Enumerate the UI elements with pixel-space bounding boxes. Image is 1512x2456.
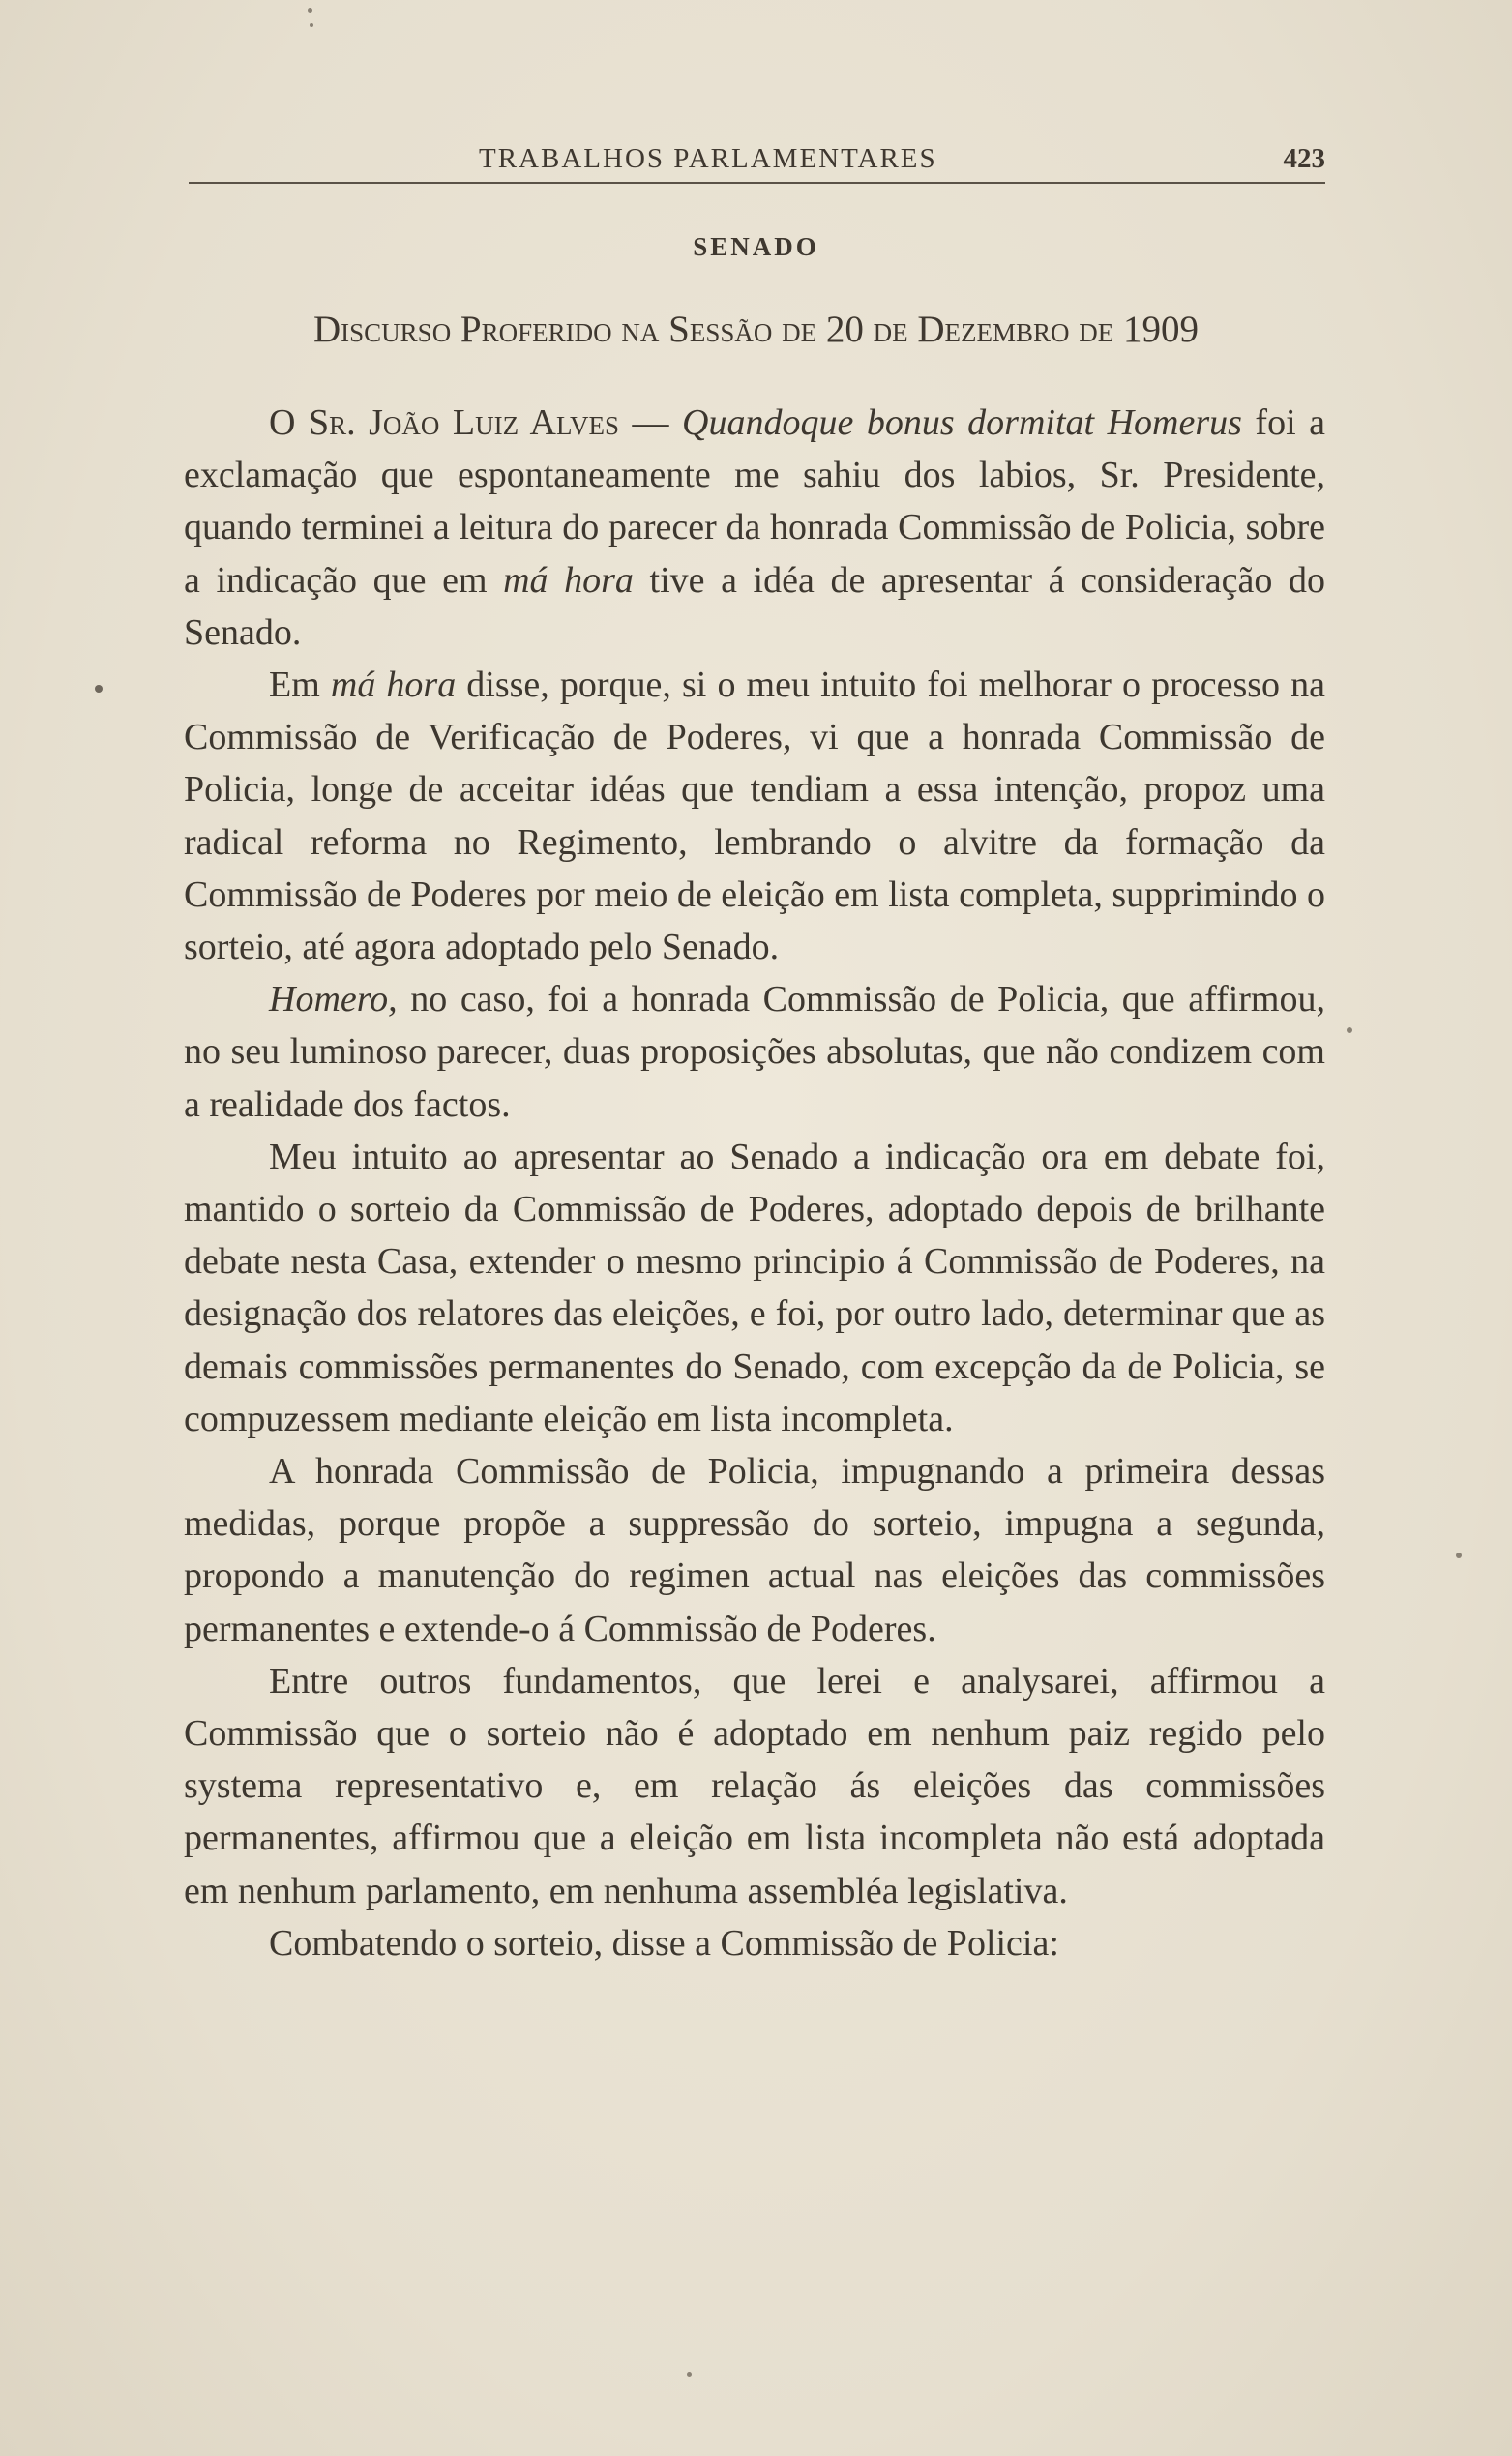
running-title: TRABALHOS PARLAMENTARES bbox=[479, 143, 937, 174]
paper-speck bbox=[1456, 1553, 1462, 1558]
dash: — bbox=[619, 402, 683, 443]
italic-phrase: má hora bbox=[503, 559, 634, 601]
paragraph-text: Em bbox=[269, 665, 331, 706]
paragraph-1 bbox=[184, 397, 1325, 659]
latin-quote: Quandoque bonus dormitat Homerus bbox=[682, 402, 1242, 443]
speech-title: Discurso Proferido na Sessão de 20 de Dezembro de 1909 bbox=[312, 309, 1199, 350]
paragraph-4: Meu intuito ao apresentar ao Senado a indicação ora em debate foi, mantido o sorteio da Commissão de Poderes, adoptado depois de brilhante debate nesta Casa, extender o mesmo principio á Commissão de Poderes, na designação dos relatores das eleições, e foi, por outro lado, determinar que as demais commissões permanentes do Senado, com excepção da de Policia, se compuzessem mediante eleição em lista incompleta. bbox=[184, 1136, 1325, 1439]
speaker-name: O Sr. João Luiz Alves bbox=[269, 402, 619, 443]
italic-phrase: Homero, bbox=[269, 979, 398, 1021]
paragraph-3 bbox=[184, 973, 1325, 1131]
paper-speck bbox=[308, 8, 312, 13]
paper-speck bbox=[95, 685, 103, 693]
paragraph-text: disse, porque, si o meu intuito foi melhorar o processo na Commissão de Verificação de Poderes, vi que a honrada Commissão de Policia, longe de acceitar idéas que tendiam a essa intenção, propoz uma radical reforma no Regimento, lembrando o alvitre da formação da Commissão de Poderes por meio de eleição em lista completa, supprimindo o sorteio, até agora adoptado pelo Senado. bbox=[184, 665, 1325, 968]
paragraph-text: foi a exclamação que espontaneamente me sahiu dos labios, Sr. Presidente, quando terminei a leitura do parecer da honrada Commissão de Policia, sobre a indicação que em bbox=[184, 402, 1326, 601]
paragraph-5: A honrada Commissão de Policia, impugnando a primeira dessas medidas, porque propõe a suppressão do sorteio, impugna a segunda, propondo a manutenção do regimen actual nas eleições das commissões permanentes e extende-o á Commissão de Poderes. bbox=[184, 1451, 1325, 1649]
page-number: 423 bbox=[1283, 143, 1325, 174]
paragraph-2 bbox=[184, 659, 1325, 973]
paragraph-7: Combatendo o sorteio, disse a Commissão de Policia: bbox=[269, 1922, 1059, 1964]
paper-speck bbox=[687, 2372, 692, 2377]
speech-body bbox=[184, 397, 1325, 1969]
italic-phrase: má hora bbox=[330, 665, 457, 706]
running-header bbox=[189, 143, 1325, 184]
paper-speck bbox=[310, 23, 313, 27]
paragraph-text: tive a idéa de apresentar á consideração do Senado. bbox=[184, 559, 1325, 653]
paragraph-6: Entre outros fundamentos, que lerei e analysarei, affirmou a Commissão que o sorteio não é adoptado em nenhum paiz regido pelo systema representativo e, em relação ás eleições das commissões permanentes, affirmou que a eleição em lista incompleta não está adoptada em nenhum parlamento, em nenhuma assembléa legislativa. bbox=[184, 1660, 1325, 1911]
section-heading: SENADO bbox=[693, 232, 819, 261]
paper-speck bbox=[1347, 1027, 1352, 1033]
paragraph-text: no caso, foi a honrada Commissão de Policia, que affirmou, no seu luminoso parecer, duas proposições absolutas, que não condizem com a realidade dos factos. bbox=[184, 979, 1325, 1125]
